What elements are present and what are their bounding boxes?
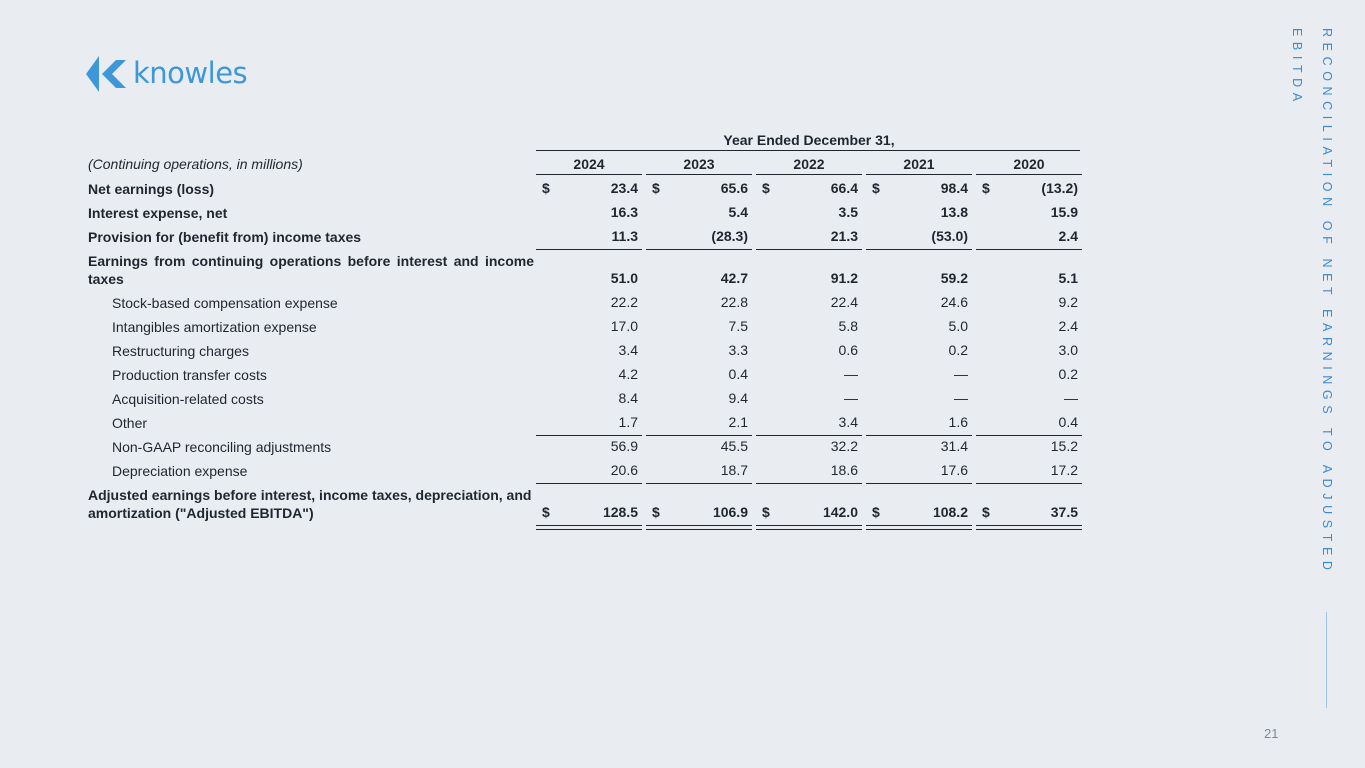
value-cell-2022 bbox=[756, 228, 862, 246]
value-cell-2024 bbox=[536, 180, 642, 198]
table-row bbox=[88, 228, 1080, 246]
table-row bbox=[88, 366, 1080, 384]
cell-value: 2.4 bbox=[1058, 318, 1078, 334]
subtotal-rule bbox=[646, 249, 752, 250]
cell-value: 31.4 bbox=[940, 438, 968, 454]
year-header-rule bbox=[756, 174, 862, 175]
row-label: Acquisition-related costs bbox=[112, 391, 264, 407]
cell-value: 2.1 bbox=[728, 414, 748, 430]
table-row bbox=[88, 318, 1080, 336]
value-cell-2024 bbox=[536, 270, 642, 288]
cell-value: 18.6 bbox=[830, 462, 858, 478]
value-cell-2024 bbox=[536, 366, 642, 384]
value-cell-2023 bbox=[646, 390, 752, 408]
value-cell-2022 bbox=[756, 204, 862, 222]
value-cell-2020 bbox=[976, 342, 1082, 360]
cell-value: — bbox=[954, 366, 968, 382]
currency-symbol: $ bbox=[872, 504, 880, 520]
currency-symbol: $ bbox=[542, 504, 550, 520]
value-cell-2023 bbox=[646, 270, 752, 288]
cell-value: 5.4 bbox=[728, 204, 748, 220]
value-cell-2020 bbox=[976, 180, 1082, 198]
value-cell-2021 bbox=[866, 180, 972, 198]
row-label: Provision for (benefit from) income taxes bbox=[88, 229, 362, 245]
subtotal-rule bbox=[866, 249, 972, 250]
cell-value: 22.8 bbox=[720, 294, 748, 310]
table-row bbox=[88, 294, 1080, 312]
cell-value: 59.2 bbox=[940, 270, 968, 286]
value-cell-2023 bbox=[646, 438, 752, 456]
side-divider bbox=[1326, 612, 1327, 708]
value-cell-2023 bbox=[646, 504, 752, 522]
year-header-2024: 2024 bbox=[573, 156, 605, 172]
subtotal-rule bbox=[646, 435, 752, 436]
cell-value: 21.3 bbox=[830, 228, 858, 244]
value-cell-2023 bbox=[646, 318, 752, 336]
value-cell-2022 bbox=[756, 342, 862, 360]
value-cell-2023 bbox=[646, 228, 752, 246]
cell-value: 4.2 bbox=[618, 366, 638, 382]
cell-value: 5.0 bbox=[948, 318, 968, 334]
value-cell-2023 bbox=[646, 414, 752, 432]
cell-value: 42.7 bbox=[720, 270, 748, 286]
row-label: Interest expense, net bbox=[88, 205, 228, 221]
table-row bbox=[88, 438, 1080, 456]
table-row bbox=[88, 462, 1080, 480]
value-cell-2024 bbox=[536, 294, 642, 312]
table-row bbox=[88, 486, 1080, 522]
cell-value: 108.2 bbox=[932, 504, 968, 520]
value-cell-2020 bbox=[976, 366, 1082, 384]
cell-value: 16.3 bbox=[610, 204, 638, 220]
row-label: Stock-based compensation expense bbox=[112, 295, 338, 311]
currency-symbol: $ bbox=[652, 504, 660, 520]
knowles-logo-mark-icon bbox=[86, 56, 128, 92]
double-total-rule bbox=[976, 525, 1082, 530]
year-header-rule bbox=[536, 174, 642, 175]
value-cell-2020 bbox=[976, 228, 1082, 246]
value-cell-2020 bbox=[976, 504, 1082, 522]
cell-value: — bbox=[844, 390, 858, 406]
value-cell-2024 bbox=[536, 504, 642, 522]
cell-value: 0.2 bbox=[948, 342, 968, 358]
value-cell-2024 bbox=[536, 228, 642, 246]
cell-value: 0.2 bbox=[1058, 366, 1078, 382]
double-total-rule bbox=[536, 525, 642, 530]
value-cell-2021 bbox=[866, 462, 972, 480]
value-cell-2021 bbox=[866, 204, 972, 222]
year-header-2020: 2020 bbox=[1013, 156, 1045, 172]
value-cell-2021 bbox=[866, 414, 972, 432]
cell-value: 15.9 bbox=[1050, 204, 1078, 220]
value-cell-2022 bbox=[756, 318, 862, 336]
value-cell-2021 bbox=[866, 294, 972, 312]
value-cell-2021 bbox=[866, 318, 972, 336]
subtotal-rule bbox=[976, 435, 1082, 436]
value-cell-2023 bbox=[646, 294, 752, 312]
cell-value: 18.7 bbox=[720, 462, 748, 478]
double-total-rule bbox=[646, 525, 752, 530]
subtotal-rule bbox=[536, 435, 642, 436]
period-header: Year Ended December 31, bbox=[723, 132, 895, 148]
page-number: 21 bbox=[1264, 726, 1279, 741]
value-cell-2021 bbox=[866, 504, 972, 522]
value-cell-2023 bbox=[646, 180, 752, 198]
row-label: Non-GAAP reconciling adjustments bbox=[112, 439, 332, 455]
double-total-rule bbox=[866, 525, 972, 530]
cell-value: 5.8 bbox=[838, 318, 858, 334]
cell-value: 51.0 bbox=[610, 270, 638, 286]
subtotal-rule bbox=[536, 483, 642, 484]
cell-value: 32.2 bbox=[830, 438, 858, 454]
slide-title: RECONCILIATION OF NET EARNINGS TO ADJUSTED EBITDA bbox=[1290, 28, 1334, 576]
cell-value: 13.8 bbox=[940, 204, 968, 220]
value-cell-2024 bbox=[536, 390, 642, 408]
cell-value: — bbox=[1064, 390, 1078, 406]
value-cell-2020 bbox=[976, 438, 1082, 456]
cell-value: 3.4 bbox=[618, 342, 638, 358]
row-label: Adjusted earnings before interest, income taxes, depreciation, and amortization ("Adjusted EBITDA") bbox=[88, 487, 532, 521]
cell-value: 37.5 bbox=[1050, 504, 1078, 520]
value-cell-2020 bbox=[976, 294, 1082, 312]
year-header-rule bbox=[866, 174, 972, 175]
row-label: Production transfer costs bbox=[112, 367, 267, 383]
cell-value: 17.0 bbox=[610, 318, 638, 334]
cell-value: (13.2) bbox=[1041, 180, 1078, 196]
cell-value: 11.3 bbox=[611, 228, 638, 244]
cell-value: 91.2 bbox=[830, 270, 858, 286]
subtotal-rule bbox=[866, 435, 972, 436]
currency-symbol: $ bbox=[762, 180, 770, 196]
table-row bbox=[88, 342, 1080, 360]
cell-value: — bbox=[844, 366, 858, 382]
value-cell-2022 bbox=[756, 180, 862, 198]
value-cell-2020 bbox=[976, 462, 1082, 480]
cell-value: 66.4 bbox=[830, 180, 858, 196]
cell-value: 5.1 bbox=[1058, 270, 1078, 286]
cell-value: 0.4 bbox=[1058, 414, 1078, 430]
cell-value: 9.4 bbox=[728, 390, 748, 406]
row-label: Restructuring charges bbox=[112, 343, 249, 359]
cell-value: 98.4 bbox=[940, 180, 968, 196]
row-label: Earnings from continuing operations before interest and income taxes bbox=[88, 253, 534, 287]
units-label: (Continuing operations, in millions) bbox=[88, 156, 303, 172]
currency-symbol: $ bbox=[982, 504, 990, 520]
cell-value: 106.9 bbox=[712, 504, 748, 520]
value-cell-2021 bbox=[866, 228, 972, 246]
cell-value: 22.2 bbox=[610, 294, 638, 310]
value-cell-2022 bbox=[756, 414, 862, 432]
cell-value: 3.5 bbox=[838, 204, 858, 220]
value-cell-2021 bbox=[866, 270, 972, 288]
value-cell-2024 bbox=[536, 318, 642, 336]
subtotal-rule bbox=[976, 249, 1082, 250]
table-row bbox=[88, 204, 1080, 222]
cell-value: 2.4 bbox=[1058, 228, 1078, 244]
knowles-logo bbox=[86, 54, 247, 94]
value-cell-2021 bbox=[866, 366, 972, 384]
row-label: Other bbox=[112, 415, 148, 431]
cell-value: 128.5 bbox=[602, 504, 638, 520]
value-cell-2023 bbox=[646, 366, 752, 384]
cell-value: 3.3 bbox=[728, 342, 748, 358]
value-cell-2020 bbox=[976, 204, 1082, 222]
cell-value: (28.3) bbox=[711, 228, 748, 244]
value-cell-2020 bbox=[976, 270, 1082, 288]
cell-value: 0.6 bbox=[838, 342, 858, 358]
currency-symbol: $ bbox=[542, 180, 550, 196]
value-cell-2022 bbox=[756, 294, 862, 312]
year-header-2021: 2021 bbox=[903, 156, 935, 172]
double-total-rule bbox=[756, 525, 862, 530]
cell-value: 9.2 bbox=[1058, 294, 1078, 310]
cell-value: 17.2 bbox=[1050, 462, 1078, 478]
cell-value: 17.6 bbox=[940, 462, 968, 478]
value-cell-2023 bbox=[646, 204, 752, 222]
value-cell-2022 bbox=[756, 270, 862, 288]
cell-value: 56.9 bbox=[610, 438, 638, 454]
value-cell-2021 bbox=[866, 342, 972, 360]
cell-value: 24.6 bbox=[940, 294, 968, 310]
value-cell-2021 bbox=[866, 390, 972, 408]
subtotal-rule bbox=[756, 435, 862, 436]
table-row bbox=[88, 390, 1080, 408]
subtotal-rule bbox=[756, 249, 862, 250]
row-label: Depreciation expense bbox=[112, 463, 248, 479]
year-header-rule bbox=[976, 174, 1082, 175]
subtotal-rule bbox=[976, 483, 1082, 484]
cell-value: — bbox=[954, 390, 968, 406]
cell-value: 15.2 bbox=[1050, 438, 1078, 454]
period-header-rule bbox=[536, 150, 1080, 151]
currency-symbol: $ bbox=[982, 180, 990, 196]
value-cell-2020 bbox=[976, 318, 1082, 336]
value-cell-2024 bbox=[536, 342, 642, 360]
value-cell-2022 bbox=[756, 366, 862, 384]
cell-value: 0.4 bbox=[728, 366, 748, 382]
value-cell-2024 bbox=[536, 438, 642, 456]
currency-symbol: $ bbox=[652, 180, 660, 196]
year-header-rule bbox=[646, 174, 752, 175]
value-cell-2022 bbox=[756, 390, 862, 408]
cell-value: 8.4 bbox=[618, 390, 638, 406]
value-cell-2024 bbox=[536, 414, 642, 432]
cell-value: 3.4 bbox=[838, 414, 858, 430]
cell-value: 23.4 bbox=[610, 180, 638, 196]
cell-value: 20.6 bbox=[610, 462, 638, 478]
value-cell-2023 bbox=[646, 462, 752, 480]
value-cell-2020 bbox=[976, 390, 1082, 408]
value-cell-2024 bbox=[536, 462, 642, 480]
row-label: Intangibles amortization expense bbox=[112, 319, 317, 335]
value-cell-2023 bbox=[646, 342, 752, 360]
table-row bbox=[88, 252, 1080, 288]
value-cell-2022 bbox=[756, 504, 862, 522]
cell-value: 1.7 bbox=[618, 414, 638, 430]
cell-value: 7.5 bbox=[728, 318, 748, 334]
value-cell-2020 bbox=[976, 414, 1082, 432]
value-cell-2022 bbox=[756, 438, 862, 456]
row-label: Net earnings (loss) bbox=[88, 181, 215, 197]
cell-value: 1.6 bbox=[948, 414, 968, 430]
value-cell-2021 bbox=[866, 438, 972, 456]
cell-value: 22.4 bbox=[830, 294, 858, 310]
subtotal-rule bbox=[756, 483, 862, 484]
year-header-2022: 2022 bbox=[793, 156, 825, 172]
cell-value: (53.0) bbox=[931, 228, 968, 244]
cell-value: 3.0 bbox=[1058, 342, 1078, 358]
cell-value: 142.0 bbox=[822, 504, 858, 520]
value-cell-2024 bbox=[536, 204, 642, 222]
subtotal-rule bbox=[536, 249, 642, 250]
value-cell-2022 bbox=[756, 462, 862, 480]
subtotal-rule bbox=[646, 483, 752, 484]
currency-symbol: $ bbox=[762, 504, 770, 520]
cell-value: 65.6 bbox=[720, 180, 748, 196]
year-header-2023: 2023 bbox=[683, 156, 715, 172]
subtotal-rule bbox=[866, 483, 972, 484]
cell-value: 45.5 bbox=[720, 438, 748, 454]
table-row bbox=[88, 180, 1080, 198]
table-row bbox=[88, 414, 1080, 432]
currency-symbol: $ bbox=[872, 180, 880, 196]
brand-name: knowles bbox=[133, 56, 248, 90]
